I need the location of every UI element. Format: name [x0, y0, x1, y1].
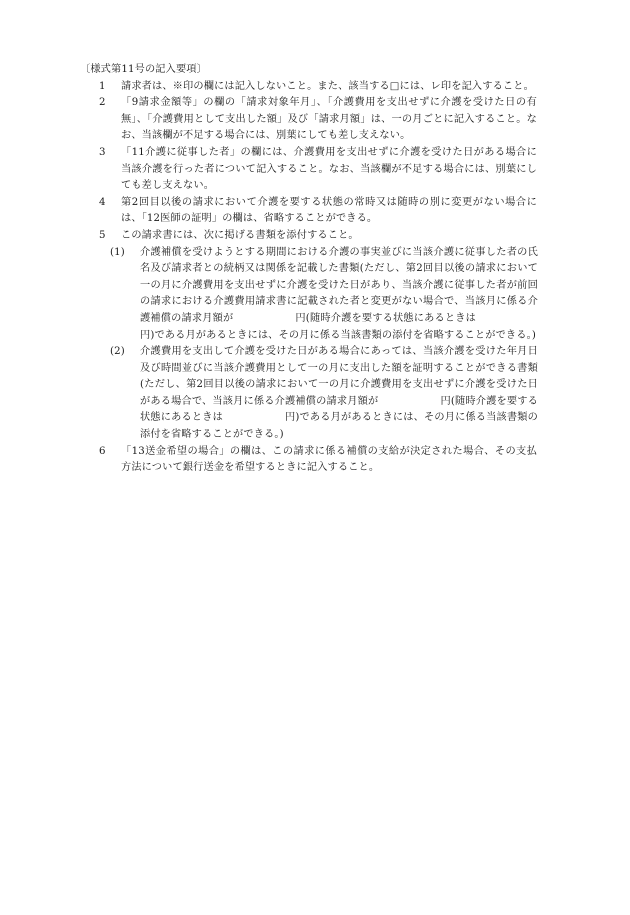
subitem-text-part: 円(随時介護を要する状態にあるときは: [295, 312, 476, 324]
subitem-text-part: 円(随時介護を要する状態にあるときは: [140, 395, 538, 424]
item-text: 請求者は、※印の欄には記入しないこと。また、該当する□には、レ印を記入すること。: [121, 80, 534, 92]
item-number: 6: [99, 445, 106, 457]
subitem-text: [131, 344, 538, 444]
instruction-item-4: [0, 195, 537, 228]
item-number: 1: [99, 80, 106, 92]
item-number: 5: [99, 229, 106, 241]
item-number: 3: [99, 146, 106, 158]
item-text: 「9請求金額等」の欄の「請求対象年月」、「介護費用を支出せずに介護を受けた日の有無」、「介護費用として支出した額」及び「請求月額」は、一の月ごとに記入すること。なお、当該欄が不足する場合には、別葉にしても差し支えない。: [121, 97, 537, 142]
item-number: 4: [99, 196, 106, 208]
instruction-item-6: [0, 444, 537, 477]
item-text: 第2回目以後の請求において介護を要する状態の常時又は随時の別に変更がない場合には、「12医師の証明」の欄は、省略することができる。: [121, 196, 537, 225]
subitem-number: (2): [110, 346, 125, 358]
instruction-item-1: [0, 79, 537, 96]
item-text: この請求書には、次に掲げる書類を添付すること。: [121, 229, 359, 241]
attachment-subitem-1: [0, 245, 538, 345]
subitem-text-part: 介護補償を受けようとする期間における介護の事実並びに当該介護に従事した者の氏名及び請求者との続柄又は関係を記載した書類(ただし、第2回目以後の請求において一の月に介護費用を支出せずに介護を受けた日があり、当該介護に従事した者が前回の請求における介護費用請求書に記載された者と変更がない場合で、当該月に係る介護補償の請求月額が: [140, 246, 538, 324]
item-text: 「11介護に従事した者」の欄には、介護費用を支出せずに介護を受けた日がある場合に当該介護を行った者について記入すること。なお、当該欄が不足する場合には、別葉にしても差し支えない。: [121, 146, 537, 192]
item-number: 2: [99, 97, 106, 109]
document-heading: 〔様式第11号の記入要項〕: [80, 64, 207, 75]
instruction-item-2: [0, 95, 537, 145]
subitem-text-part: 円)である月があるときには、その月に係る当該書類の添付を省略することができる。): [140, 329, 536, 341]
attachment-subitem-2: [0, 344, 538, 444]
item-text: 「13送金希望の場合」の欄は、この請求に係る補償の支給が決定された場合、その支払方法について銀行送金を希望するときに記入すること。: [121, 445, 537, 474]
subitem-text: [131, 245, 538, 345]
instruction-item-3: [0, 145, 537, 195]
instruction-list: [0, 79, 630, 477]
subitem-number: (1): [110, 246, 125, 258]
subitem-text-part: 介護費用を支出して介護を受けた日がある場合にあっては、当該介護を受けた年月日及び時間並びに当該介護費用として一の月に支出した額を証明することができる書類(ただし、第2回目以後の請求において一の月に介護費用を支出せずに介護を受けた日がある場合で、当該月に係る介護補償の請求月額が: [140, 346, 538, 407]
instruction-item-5: [0, 228, 537, 245]
subitem-text-part: 円)である月があるときには、その月に係る当該書類の添付を省略することができる。): [140, 412, 538, 441]
